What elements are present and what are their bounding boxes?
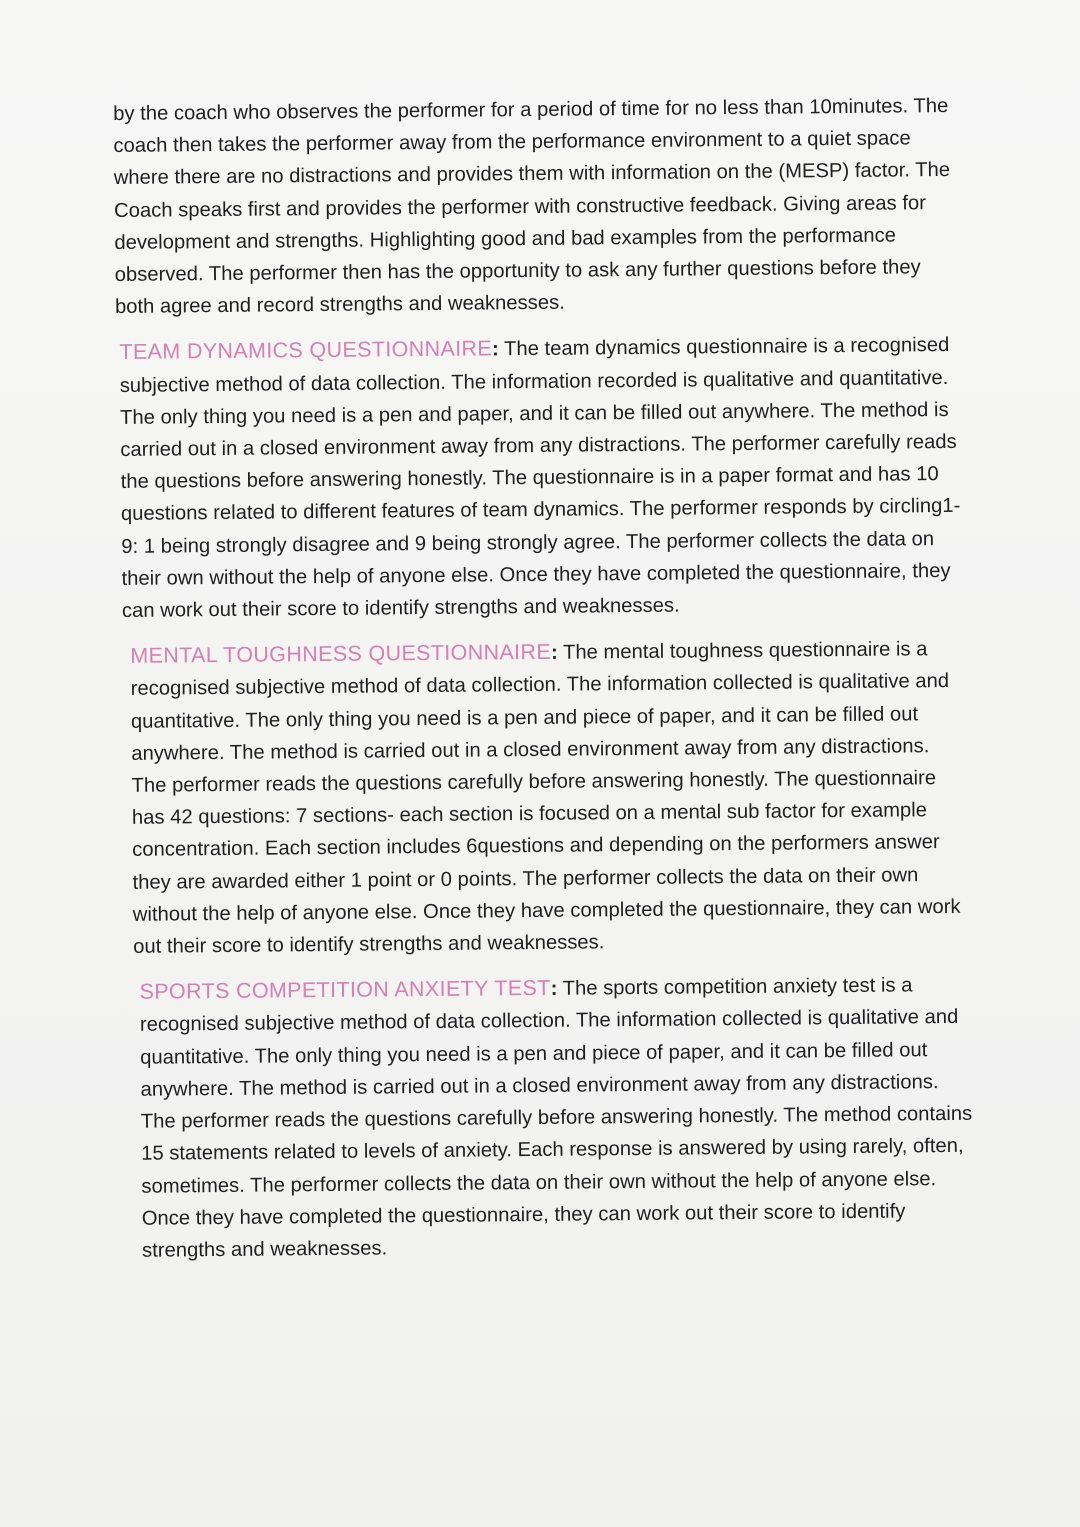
mental-toughness-heading: MENTAL TOUGHNESS QUESTIONNAIRE xyxy=(130,640,552,669)
intro-paragraph: by the coach who observes the performer for a period of time for no less than 10minutes. The coach then takes the performer away from the performance environment to a quiet space where there are no distractions and provides them with information on the (MESP) factor. The Coach speaks first and provides the performer with constructive feedback. Giving areas for development and strengths. Highlighting good and bad examples from the performance observed. The performer then has the opportunity to ask any further questions before they both agree and record strengths and weaknesses. xyxy=(113,94,951,319)
sports-anxiety-paragraph: SPORTS COMPETITION ANXIETY TEST: The sports competition anxiety test is a recognised subjective method of data collection. The information collected is qualitative and quantitative. The only thing you need is a pen and piece of paper, and it can be filled out anywhere. The method is carried out in a closed environment away from any distractions. The performer reads the questions carefully before answering honestly. The method contains 15 statements related to levels of anxiety. Each response is answered by using rarely, often, sometimes. The performer collects the data on their own without the help of anyone else. Once they have completed the questionnaire, they can work out their score to identify strengths and weaknesses. xyxy=(139,974,973,1262)
mental-toughness-paragraph: MENTAL TOUGHNESS QUESTIONNAIRE: The mental toughness questionnaire is a recognised subjective method of data collection. The information collected is qualitative and quantitative. The only thing you need is a pen and piece of paper, and it can be filled out anywhere. The method is carried out in a closed environment away from any distractions. The performer reads the questions carefully before answering honestly. The questionnaire has 42 questions: 7 sections- each section is focused on a mental sub factor for example concentration. Each section includes 6questions and depending on the performers answer they are awarded either 1 point or 0 points. The performer collects the data on their own without the help of anyone else. Once they have completed the questionnaire, they can work out their score to identify strengths and weaknesses. xyxy=(130,638,961,958)
document-body xyxy=(113,90,974,1267)
team-dynamics-heading: TEAM DYNAMICS QUESTIONNAIRE xyxy=(119,336,493,365)
team-dynamics-body: The team dynamics questionnaire is a recognised subjective method of data collection. The information recorded is qualitative and quantitative. The only thing you need is a pen and paper, and it can be filled out anywhere. The method is carried out in a closed environment away from any distractions. The performer carefully reads the questions before answering honestly. The questionnaire is in a paper format and has 10 questions related to different features of team dynamics. The performer responds by circling1-9: 1 being strongly disagree and 9 being strongly agree. The performer collects the data on their own without the help of anyone else. Once they have completed the questionnaire, they can work out their score to identify strengths and weaknesses. xyxy=(119,334,961,622)
sports-anxiety-body: The sports competition anxiety test is a recognised subjective method of data collection. The information collected is qualitative and quantitative. The only thing you need is a pen and piece of paper, and it can be filled out anywhere. The method is carried out in a closed environment away from any distractions. The performer reads the questions carefully before answering honestly. The method contains 15 statements related to levels of anxiety. Each response is answered by using rarely, often, sometimes. The performer collects the data on their own without the help of anyone else. Once they have completed the questionnaire, they can work out their score to identify strengths and weaknesses. xyxy=(139,974,973,1262)
sports-anxiety-heading: SPORTS COMPETITION ANXIETY TEST xyxy=(139,976,551,1005)
mental-toughness-body: The mental toughness questionnaire is a recognised subjective method of data collection. The information collected is qualitative and quantitative. The only thing you need is a pen and piece of paper, and it can be filled out anywhere. The method is carried out in a closed environment away from any distractions. The performer reads the questions carefully before answering honestly. The questionnaire has 42 questions: 7 sections- each section is focused on a mental sub factor for example concentration. Each section includes 6questions and depending on the performers answer they are awarded either 1 point or 0 points. The performer collects the data on their own without the help of anyone else. Once they have completed the questionnaire, they can work out their score to identify strengths and weaknesses. xyxy=(130,638,961,958)
team-dynamics-paragraph: TEAM DYNAMICS QUESTIONNAIRE: The team dynamics questionnaire is a recognised subjective method of data collection. The information recorded is qualitative and quantitative. The only thing you need is a pen and paper, and it can be filled out anywhere. The method is carried out in a closed environment away from any distractions. The performer carefully reads the questions before answering honestly. The questionnaire is in a paper format and has 10 questions related to different features of team dynamics. The performer responds by circling1-9: 1 being strongly disagree and 9 being strongly agree. The performer collects the data on their own without the help of anyone else. Once they have completed the questionnaire, they can work out their score to identify strengths and weaknesses. xyxy=(119,334,961,622)
